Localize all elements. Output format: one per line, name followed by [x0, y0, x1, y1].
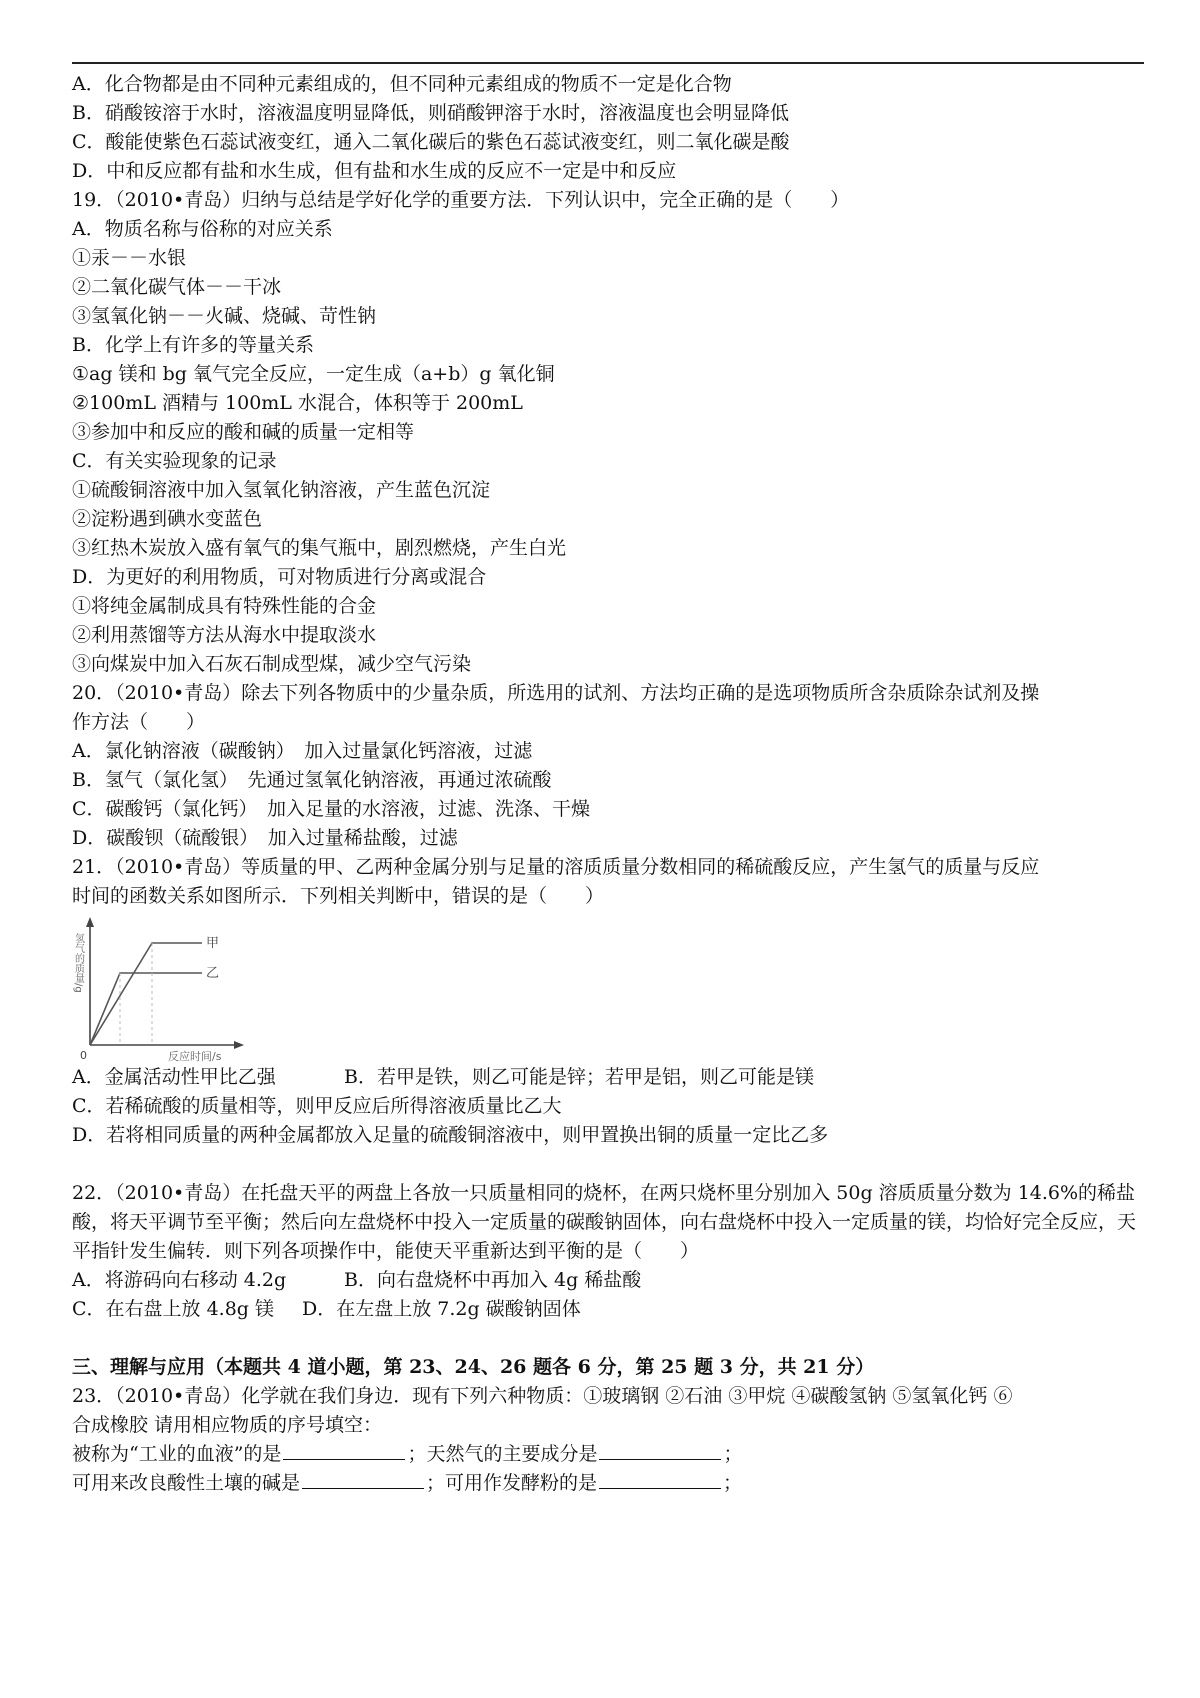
q21-option-c: C．若稀硫酸的质量相等，则甲反应后所得溶液质量比乙大 — [72, 1095, 562, 1117]
q18-option-d: D．中和反应都有盐和水生成，但有盐和水生成的反应不一定是中和反应 — [72, 160, 677, 182]
exam-page — [72, 70, 1144, 1498]
q19-line: ①ag 镁和 bg 氧气完全反应，一定生成（a+b）g 氧化铜 — [72, 363, 555, 385]
answer-blank-1[interactable] — [283, 1459, 405, 1460]
q22-option-c: C．在右盘上放 4.8g 镁 — [72, 1298, 274, 1320]
q19-line: ②淀粉遇到碘水变蓝色 — [72, 508, 263, 530]
q19-line: D．为更好的利用物质，可对物质进行分离或混合 — [72, 566, 487, 588]
q21-stem-line1: 21．（2010•青岛）等质量的甲、乙两种金属分别与足量的溶质质量分数相同的稀硫酸反应，产生氢气的质量与反应 — [72, 856, 1040, 878]
q19-line: B．化学上有许多的等量关系 — [72, 334, 314, 356]
series-jia-line — [90, 943, 202, 1045]
q19-line: ②二氧化碳气体－－干冰 — [72, 276, 282, 298]
q20-option-c: C．碳酸钙（氯化钙） 加入足量的水溶液，过滤、洗涤、干燥 — [72, 798, 591, 820]
q19-stem: 19．（2010•青岛）归纳与总结是学好化学的重要方法．下列认识中，完全正确的是（ ） — [72, 189, 850, 211]
answer-blank-4[interactable] — [599, 1488, 721, 1489]
q23-stem-line2: 合成橡胶 请用相应物质的序号填空： — [72, 1414, 383, 1436]
q19-line: ②利用蒸馏等方法从海水中提取淡水 — [72, 624, 377, 646]
q21-stem-line2: 时间的函数关系如图所示．下列相关判断中，错误的是（ ） — [72, 885, 605, 907]
q23-prompt-4: ；可用作发酵粉的是 — [426, 1472, 598, 1494]
y-axis-arrow-icon — [86, 917, 94, 927]
q20-option-b: B．氢气（氯化氢） 先通过氢氧化钠溶液，再通过浓硫酸 — [72, 769, 552, 791]
header-rule — [72, 62, 1144, 64]
q20-stem-line2: 作方法（ ） — [72, 711, 206, 733]
q18-option-b: B．硝酸铵溶于水时，溶液温度明显降低，则硝酸钾溶于水时，溶液温度也会明显降低 — [72, 102, 789, 124]
q23-fill-line-1 — [72, 1440, 1144, 1469]
q19-line: ①硫酸铜溶液中加入氢氧化钠溶液，产生蓝色沉淀 — [72, 479, 491, 501]
spacer — [72, 1324, 1144, 1353]
origin-label: 0 — [80, 1049, 87, 1062]
series-yi-label: 乙 — [206, 966, 220, 981]
q18-option-c: C．酸能使紫色石蕊试液变红，通入二氧化碳后的紫色石蕊试液变红，则二氧化碳是酸 — [72, 131, 790, 153]
q22-stem: 22．（2010•青岛）在托盘天平的两盘上各放一只质量相同的烧杯，在两只烧杯里分别加入 50g 溶质质量分数为 14.6%的稀盐酸，将天平调节至平衡；然后向左盘烧杯中投入一定质量的碳酸钠固体，向右盘烧杯中投入一定质量的镁，均恰好完全反应，天平指针发生偏转．则下列各项操作中，能使天平重新达到平衡的是（ ） — [72, 1182, 1137, 1262]
q22-option-d: D．在左盘上放 7.2g 碳酸钠固体 — [302, 1298, 581, 1320]
x-axis-arrow-icon — [234, 1041, 244, 1049]
q21-graph — [72, 913, 252, 1063]
q22-options-cd — [72, 1295, 1144, 1324]
q19-line: ②100mL 酒精与 100mL 水混合，体积等于 200mL — [72, 392, 523, 414]
q23-prompt-2: ；天然气的主要成分是 — [407, 1443, 598, 1465]
q21-graph-svg — [72, 913, 252, 1063]
q19-line: A．物质名称与俗称的对应关系 — [72, 218, 333, 240]
q23-stem-line1: 23．（2010•青岛）化学就在我们身边．现有下列六种物质：①玻璃钢 ②石油 ③甲烷 ④碳酸氢钠 ⑤氢氧化钙 ⑥ — [72, 1385, 1013, 1407]
q19-line: ③氢氧化钠－－火碱、烧碱、苛性钠 — [72, 305, 377, 327]
q21-option-d: D．若将相同质量的两种金属都放入足量的硫酸铜溶液中，则甲置换出铜的质量一定比乙多 — [72, 1124, 829, 1146]
series-yi-line — [90, 973, 202, 1045]
answer-blank-2[interactable] — [599, 1459, 721, 1460]
q21-options-ab — [72, 1063, 1144, 1092]
y-axis-label: 氢气的质量/g — [72, 933, 84, 993]
q20-option-d: D．碳酸钡（硫酸银） 加入过量稀盐酸，过滤 — [72, 827, 458, 849]
q23-sep-1: ； — [723, 1443, 743, 1465]
q19-line: ①将纯金属制成具有特殊性能的合金 — [72, 595, 377, 617]
q19-line: ①汞－－水银 — [72, 247, 187, 269]
q22-options-ab — [72, 1266, 1144, 1295]
q20-stem-line1: 20．（2010•青岛）除去下列各物质中的少量杂质，所选用的试剂、方法均正确的是选项物质所含杂质除杂试剂及操 — [72, 682, 1040, 704]
q23-sep-2: ； — [723, 1472, 743, 1494]
spacer — [72, 1150, 1144, 1179]
q22-option-a: A．将游码向右移动 4.2g — [72, 1269, 287, 1291]
q18-option-a: A．化合物都是由不同种元素组成的，但不同种元素组成的物质不一定是化合物 — [72, 73, 732, 95]
q19-line: C．有关实验现象的记录 — [72, 450, 277, 472]
answer-blank-3[interactable] — [302, 1488, 424, 1489]
section-3-heading: 三、理解与应用（本题共 4 道小题，第 23、24、26 题各 6 分，第 25 题 3 分，共 21 分） — [72, 1356, 875, 1378]
q20-option-a: A．氯化钠溶液（碳酸钠） 加入过量氯化钙溶液，过滤 — [72, 740, 533, 762]
x-axis-label: 反应时间/s — [168, 1050, 222, 1063]
q23-prompt-1: 被称为“工业的血液”的是 — [72, 1443, 282, 1465]
q19-line: ③红热木炭放入盛有氧气的集气瓶中，剧烈燃烧，产生白光 — [72, 537, 567, 559]
q19-line: ③参加中和反应的酸和碱的质量一定相等 — [72, 421, 415, 443]
q22-option-b: B．向右盘烧杯中再加入 4g 稀盐酸 — [344, 1269, 642, 1291]
q23-fill-line-2 — [72, 1469, 1144, 1498]
q21-option-b: B．若甲是铁，则乙可能是锌；若甲是铝，则乙可能是镁 — [344, 1066, 814, 1088]
series-jia-label: 甲 — [206, 936, 220, 951]
q23-prompt-3: 可用来改良酸性土壤的碱是 — [72, 1472, 301, 1494]
q21-option-a: A．金属活动性甲比乙强 — [72, 1066, 276, 1088]
q19-line: ③向煤炭中加入石灰石制成型煤，减少空气污染 — [72, 653, 472, 675]
